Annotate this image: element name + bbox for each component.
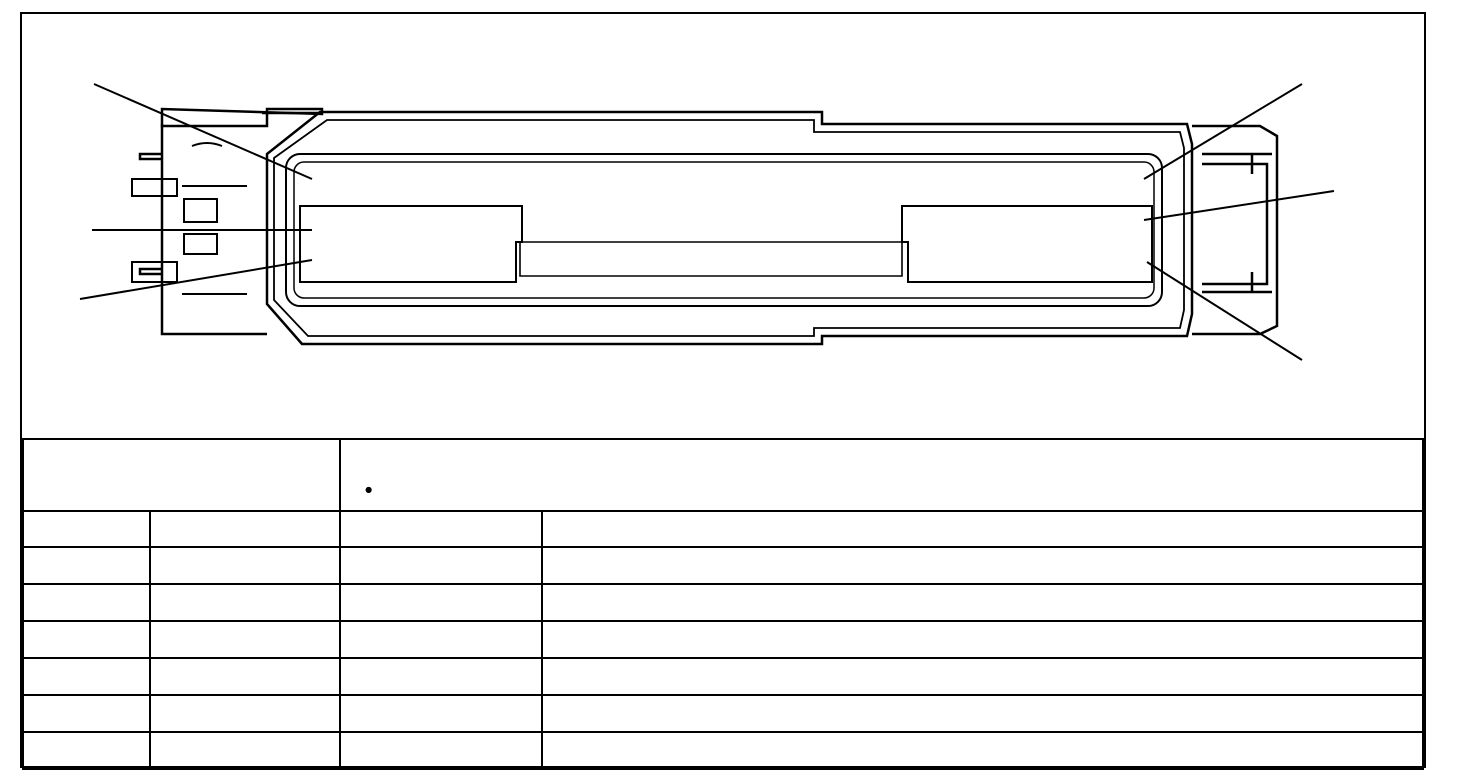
cell-function [542, 658, 1423, 695]
table-row [23, 584, 1423, 621]
cell-circuit-no [340, 732, 542, 769]
table-row [23, 658, 1423, 695]
cell-wire-color [150, 584, 340, 621]
leader-55 [1144, 191, 1334, 220]
connector-diagram [22, 14, 1428, 438]
leader-56 [94, 84, 312, 179]
table-row [23, 621, 1423, 658]
cell-function [542, 732, 1423, 769]
cell-circuit-no [340, 547, 542, 584]
header-circuit-no [340, 511, 542, 547]
table-row [23, 695, 1423, 732]
cell-circuit-no [340, 695, 542, 732]
header-wire-color [150, 511, 340, 547]
header-pin [23, 511, 150, 547]
cell-circuit-no [340, 621, 542, 658]
cell-wire-color [150, 547, 340, 584]
cell-pin [23, 584, 150, 621]
header-function [542, 511, 1423, 547]
connector-part-info-list [340, 439, 1423, 511]
table-row [23, 732, 1423, 769]
cell-pin [23, 547, 150, 584]
cell-pin [23, 695, 150, 732]
table-row [23, 547, 1423, 584]
cell-wire-color [150, 658, 340, 695]
cell-pin [23, 658, 150, 695]
cell-circuit-no [340, 658, 542, 695]
connector-drawing [22, 14, 1428, 438]
cell-pin [23, 732, 150, 769]
cell-function [542, 547, 1423, 584]
connector-end-view-chart [20, 12, 1426, 768]
connector-part-info-label [23, 439, 340, 511]
cell-circuit-no [340, 584, 542, 621]
cell-wire-color [150, 695, 340, 732]
connector-info-row [23, 439, 1423, 511]
cell-pin [23, 621, 150, 658]
table-header-row [23, 511, 1423, 547]
cell-function [542, 695, 1423, 732]
pinout-table [22, 438, 1424, 770]
cell-function [542, 621, 1423, 658]
leader-28 [1147, 262, 1302, 360]
cell-wire-color [150, 621, 340, 658]
cell-function [542, 584, 1423, 621]
cell-wire-color [150, 732, 340, 769]
